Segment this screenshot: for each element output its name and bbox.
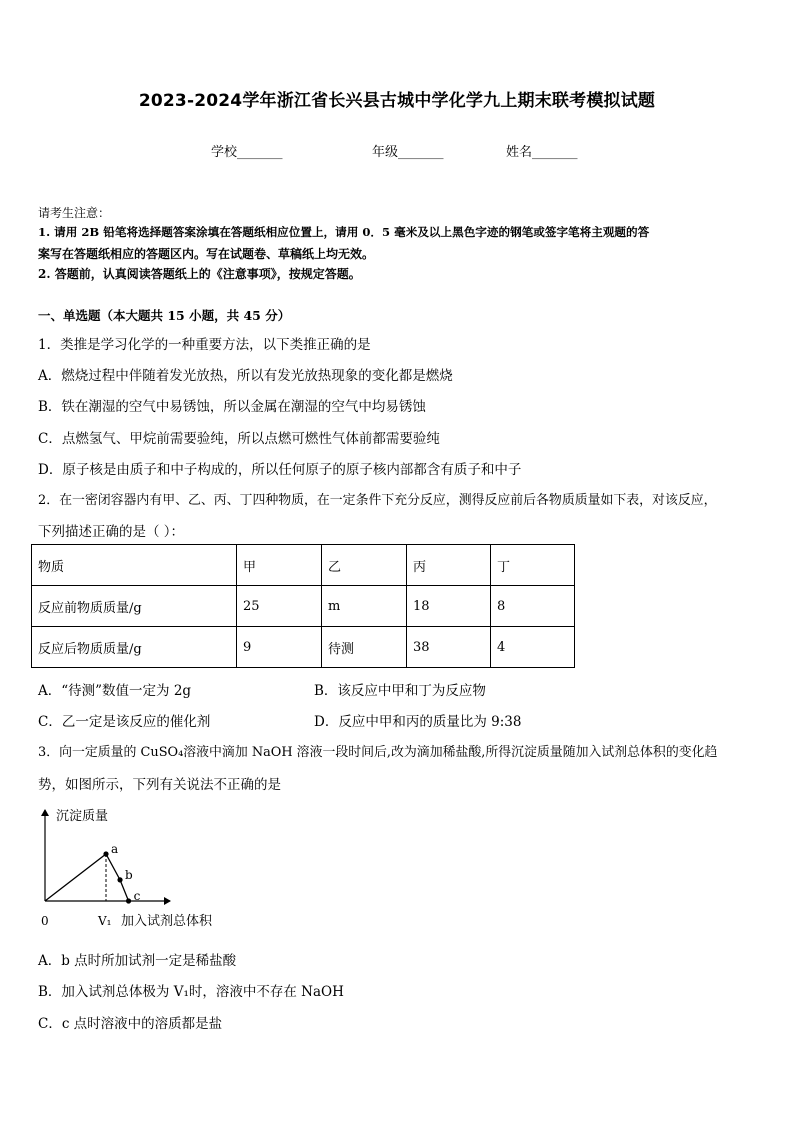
- x-tick-label: V₁: [98, 914, 112, 928]
- q3-option-a: A．b 点时所加试剂一定是稀盐酸: [38, 953, 237, 969]
- table-cell: 待测: [322, 627, 407, 668]
- q2-stem-line-1: 2．在一密闭容器内有甲、乙、丙、丁四种物质，在一定条件下充分反应，测得反应前后各物质质量如下表，对该反应，: [38, 493, 717, 508]
- q3-option-b: B．加入试剂总体极为 V₁时，溶液中不存在 NaOH: [38, 984, 344, 1000]
- point-label-c: c: [133, 889, 141, 903]
- table-header-cell: 丙: [407, 545, 491, 586]
- q1-stem: 1．类推是学习化学的一种重要方法，以下类推正确的是: [38, 337, 371, 353]
- notice-item-1-line-2: 案写在答题纸相应的答题区内。写在试题卷、草稿纸上均无效。: [38, 247, 375, 261]
- series-line: [45, 854, 129, 901]
- q2-option-a: A．“待测”数值一定为 2g: [38, 683, 192, 699]
- q1-option-c: C．点燃氢气、甲烷前需要验纯，所以点燃可燃性气体前都需要验纯: [38, 431, 440, 447]
- notice-item-1-line-1: 1. 请用 2B 铅笔将选择题答案涂填在答题纸相应位置上，请用 0．5 毫米及以上黑色字迹的钢笔或签字笔将主观题的答: [38, 225, 650, 239]
- q2-mass-table: [31, 544, 575, 668]
- table-cell: 反应前物质质量/g: [32, 586, 237, 627]
- table-row: [32, 586, 575, 627]
- table-cell: 4: [491, 627, 575, 668]
- page-title: 2023-2024学年浙江省长兴县古城中学化学九上期末联考模拟试题: [138, 91, 656, 111]
- name-field: 姓名_______: [506, 145, 578, 160]
- q2-stem-line-2: 下列描述正确的是（ ）：: [38, 524, 185, 540]
- q3-stem-line-1: 3．向一定质量的 CuSO₄溶液中滴加 NaOH 溶液一段时间后,改为滴加稀盐酸,所得沉淀质量随加入试剂总体积的变化趋: [38, 745, 718, 760]
- table-cell: m: [322, 586, 407, 627]
- x-axis-label: 加入试剂总体积: [121, 914, 213, 929]
- q2-option-c: C．乙一定是该反应的催化剂: [38, 714, 211, 730]
- notice-heading: 请考生注意：: [38, 206, 111, 220]
- table-header-cell: 乙: [322, 545, 407, 586]
- section-heading: 一、单选题（本大题共 15 小题，共 45 分）: [38, 308, 291, 323]
- y-axis-label: 沉淀质量: [56, 809, 109, 824]
- q1-option-a: A．燃烧过程中伴随着发光放热，所以有发光放热现象的变化都是燃烧: [38, 368, 453, 384]
- table-header-row: [32, 545, 575, 586]
- table-cell: 9: [237, 627, 322, 668]
- table-row: [32, 627, 575, 668]
- table-cell: 8: [491, 586, 575, 627]
- table-header-cell: 丁: [491, 545, 575, 586]
- q2-option-d: D．反应中甲和丙的质量比为 9:38: [314, 714, 522, 730]
- point-label-b: b: [125, 867, 133, 882]
- precipitate-chart: [30, 800, 250, 935]
- table-cell: 25: [237, 586, 322, 627]
- table-header-cell: 甲: [237, 545, 322, 586]
- point-a: [103, 851, 108, 856]
- grade-field: 年级_______: [372, 145, 444, 160]
- q2-option-b: B．该反应中甲和丁为反应物: [314, 683, 486, 699]
- school-field: 学校_______: [211, 145, 283, 160]
- point-label-a: a: [111, 842, 119, 856]
- table-cell: 38: [407, 627, 491, 668]
- table-cell: 18: [407, 586, 491, 627]
- q3-option-c: C．c 点时溶液中的溶质都是盐: [38, 1016, 223, 1032]
- origin-label: 0: [41, 914, 49, 928]
- notice-item-2: 2. 答题前，认真阅读答题纸上的《注意事项》，按规定答题。: [38, 267, 361, 281]
- q1-option-d: D．原子核是由质子和中子构成的，所以任何原子的原子核内部都含有质子和中子: [38, 462, 522, 478]
- table-cell: 反应后物质质量/g: [32, 627, 237, 668]
- q3-stem-line-2: 势，如图所示，下列有关说法不正确的是: [38, 777, 281, 793]
- table-header-cell: 物质: [32, 545, 237, 586]
- q1-option-b: B．铁在潮湿的空气中易锈蚀，所以金属在潮湿的空气中均易锈蚀: [38, 399, 426, 415]
- point-b: [117, 877, 122, 882]
- point-c: [126, 898, 131, 903]
